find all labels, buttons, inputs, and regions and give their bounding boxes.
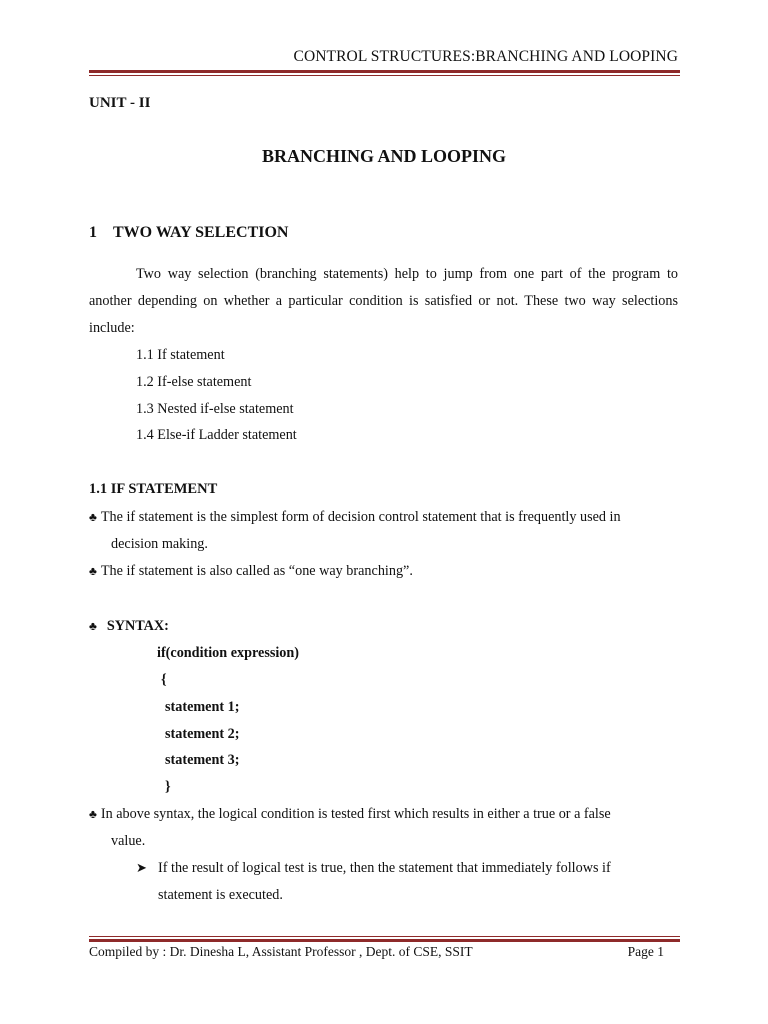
code-line: statement 2;: [165, 726, 240, 742]
page-title: BRANCHING AND LOOPING: [261, 146, 507, 166]
list-item: 1.2 If-else statement: [136, 374, 252, 390]
code-line: statement 3;: [165, 752, 240, 768]
list-item: 1.4 Else-if Ladder statement: [136, 427, 297, 443]
footer-rule-thin: [89, 936, 680, 937]
syntax-label: SYNTAX:: [106, 618, 169, 634]
club-icon: ♣: [89, 807, 97, 821]
unit-label: UNIT - II: [89, 95, 151, 111]
syntax-heading: [89, 618, 169, 635]
arrow-text: If the result of logical test is true, then the statement that immediately follows if: [158, 860, 611, 876]
bullet-text: The if statement is the simplest form of decision control statement that is frequently used in: [100, 509, 621, 525]
section-heading: [89, 224, 288, 242]
arrow-continuation: statement is executed.: [158, 887, 283, 903]
arrow-item: [136, 860, 611, 877]
intro-line-2: another depending on whether a particular condition is satisfied or not. These two way selections: [89, 293, 678, 309]
code-line: statement 1;: [165, 699, 240, 715]
club-icon: ♣: [89, 564, 97, 578]
intro-line-1: Two way selection (branching statements) help to jump from one part of the program to: [136, 266, 678, 282]
bullet-continuation: decision making.: [111, 536, 208, 552]
footer-credit: Compiled by : Dr. Dinesha L, Assistant Professor , Dept. of CSE, SSIT: [89, 944, 473, 959]
code-line: if(condition expression): [157, 645, 300, 661]
page-number: Page 1: [627, 944, 664, 959]
bullet-item: [89, 563, 413, 580]
bullet-continuation: value.: [111, 833, 146, 849]
subsection-heading: 1.1 IF STATEMENT: [89, 481, 218, 497]
section-number: 1: [89, 224, 97, 241]
club-icon: ♣: [89, 510, 97, 524]
list-item: 1.1 If statement: [136, 347, 225, 363]
footer-rule-thick: [89, 939, 680, 942]
code-line: }: [165, 779, 171, 795]
arrowhead-icon: ➤: [136, 860, 147, 875]
header-rule-thick: [89, 70, 680, 73]
bullet-item: [89, 509, 621, 526]
bullet-item: [89, 806, 611, 823]
running-header: CONTROL STRUCTURES:BRANCHING AND LOOPING: [293, 48, 678, 65]
section-title: TWO WAY SELECTION: [113, 224, 289, 241]
code-line: {: [161, 672, 167, 688]
club-icon: ♣: [89, 619, 97, 633]
header-rule-thin: [89, 75, 680, 76]
list-item: 1.3 Nested if-else statement: [136, 401, 294, 417]
intro-line-3: include:: [89, 320, 135, 336]
bullet-text: The if statement is also called as “one way branching”.: [100, 563, 413, 579]
bullet-text: In above syntax, the logical condition is tested first which results in either a true or a false: [100, 806, 611, 822]
